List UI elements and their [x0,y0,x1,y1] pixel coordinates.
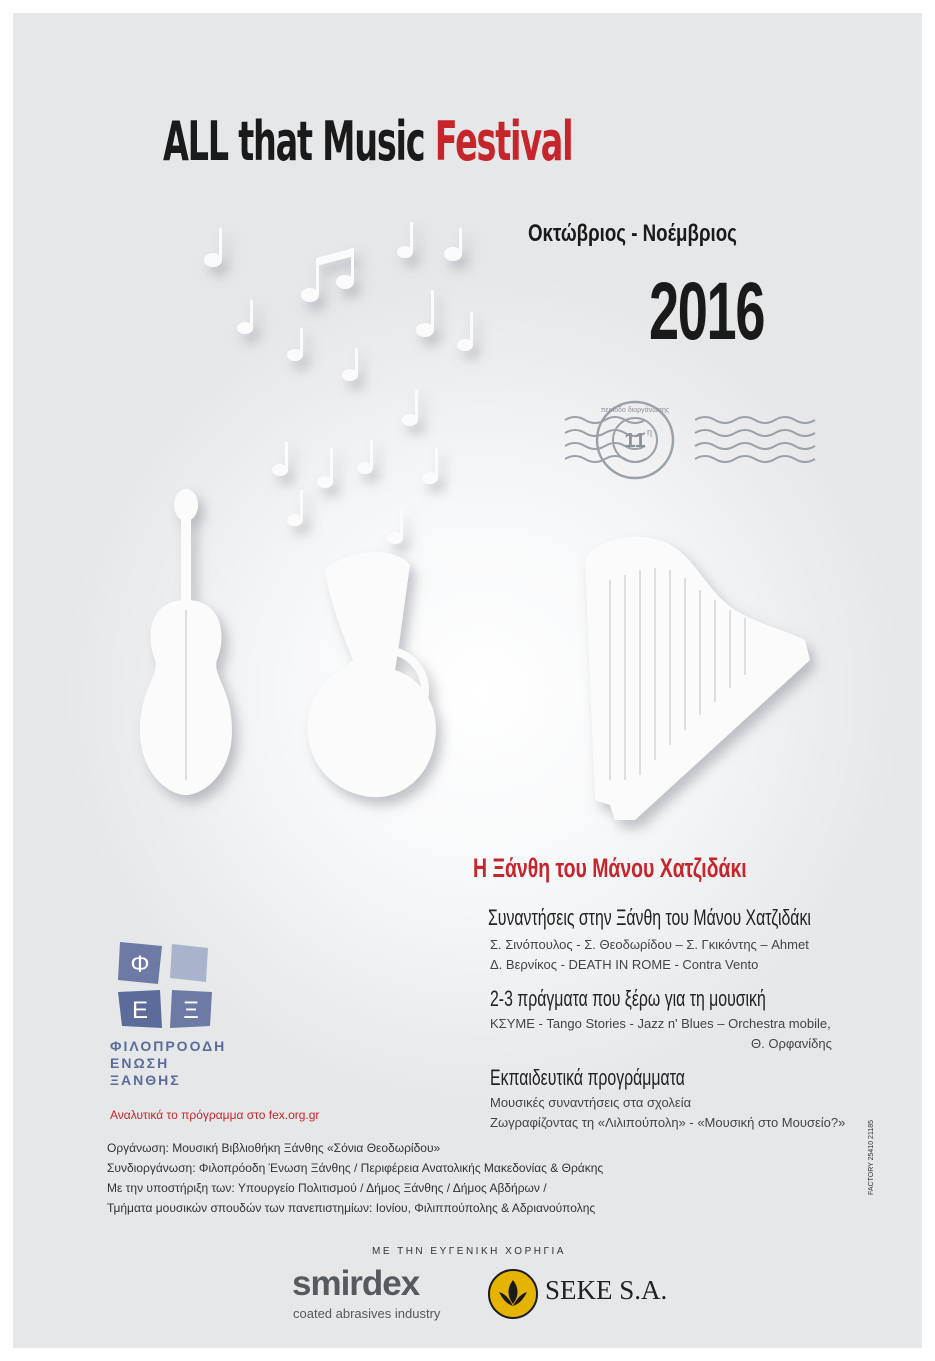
smirdex-logo: smirdex [292,1264,420,1303]
logo-letter: Φ [130,951,150,978]
section-title: Εκπαιδευτικά προγράμματα [490,1065,685,1090]
festival-title-accent: Festival [434,110,573,173]
logo-name: ΦΙΛΟΠΡΟΟΔΗ ΕΝΩΣΗ ΞΑΝΘΗΣ [110,1038,227,1088]
logo-letter: Ε [131,997,149,1024]
program-link[interactable]: Αναλυτικά το πρόγραμμα στο fex.org.gr [110,1108,320,1122]
section-line: Ζωγραφίζοντας τη «Λιλιπούπολη» - «Μουσική στο Μουσείο?» [490,1115,846,1130]
organizer-line: Τμήματα μουσικών σπουδών των πανεπιστημίων: Ιονίου, Φιλιππούπολης & Αδριανούπολης [107,1201,596,1215]
section-line: Μουσικές συναντήσεις στα σχολεία [490,1095,692,1110]
stamp-sup: η [647,427,653,437]
section-title: Συναντήσεις στην Ξάνθη του Μάνου Χατζιδάκι [488,905,811,930]
section-line: Σ. Σινόπουλος - Σ. Θεοδωρίδου – Σ. Γκικόντης – Ahmet [490,937,809,952]
section-line: ΚΣΥΜΕ - Tango Stories - Jazz n' Blues – Orchestra mobile, [490,1016,831,1031]
organizer-line: Οργάνωση: Μουσική Βιβλιοθήκη Ξάνθης «Σόνια Θεοδωρίδου» [107,1141,441,1155]
logo-letter: Ξ [183,997,199,1024]
festival-months: Οκτώβριος - Νοέμβριος [528,220,737,247]
organizer-line: Συνδιοργάνωση: Φιλοπρόοδη Ένωση Ξάνθης / Περιφέρεια Ανατολικής Μακεδονίας & Θράκης [107,1161,604,1175]
section-title: 2-3 πράγματα που ξέρω για τη μουσική [490,986,766,1011]
fex-logo [110,940,260,1040]
organizer-line: Με την υποστήριξη των: Υπουργείο Πολιτισμού / Δήμος Ξάνθης / Δήμος Αβδήρων / [107,1181,547,1195]
section-line: Δ. Βερνίκος - DEATH IN ROME - Contra Vento [490,957,759,972]
festival-year: 2016 [649,266,765,357]
section-line: Θ. Ορφανίδης [751,1036,832,1051]
sponsors-heading: ΜΕ ΤΗΝ ΕΥΓΕΝΙΚΗ ΧΟΡΗΓΙΑ [372,1246,566,1257]
french-horn-icon [307,552,435,797]
smirdex-tagline: coated abrasives industry [293,1306,441,1321]
program-headline: Η Ξάνθη του Μάνου Χατζιδάκι [473,853,747,883]
stamp-number: 11 [624,430,646,452]
seke-logo-icon [487,1268,539,1320]
instruments-illustration [95,220,865,840]
stamp-ring-text: περίοδο διοργάνωσης [600,407,670,414]
music-notes-icon [204,222,473,544]
seke-name: SEKE S.A. [545,1275,668,1305]
printer-credit: FACTORY 25410 21185 [868,1120,875,1195]
festival-title: ALL that Music Festival [163,110,573,173]
harp-icon [585,537,810,820]
